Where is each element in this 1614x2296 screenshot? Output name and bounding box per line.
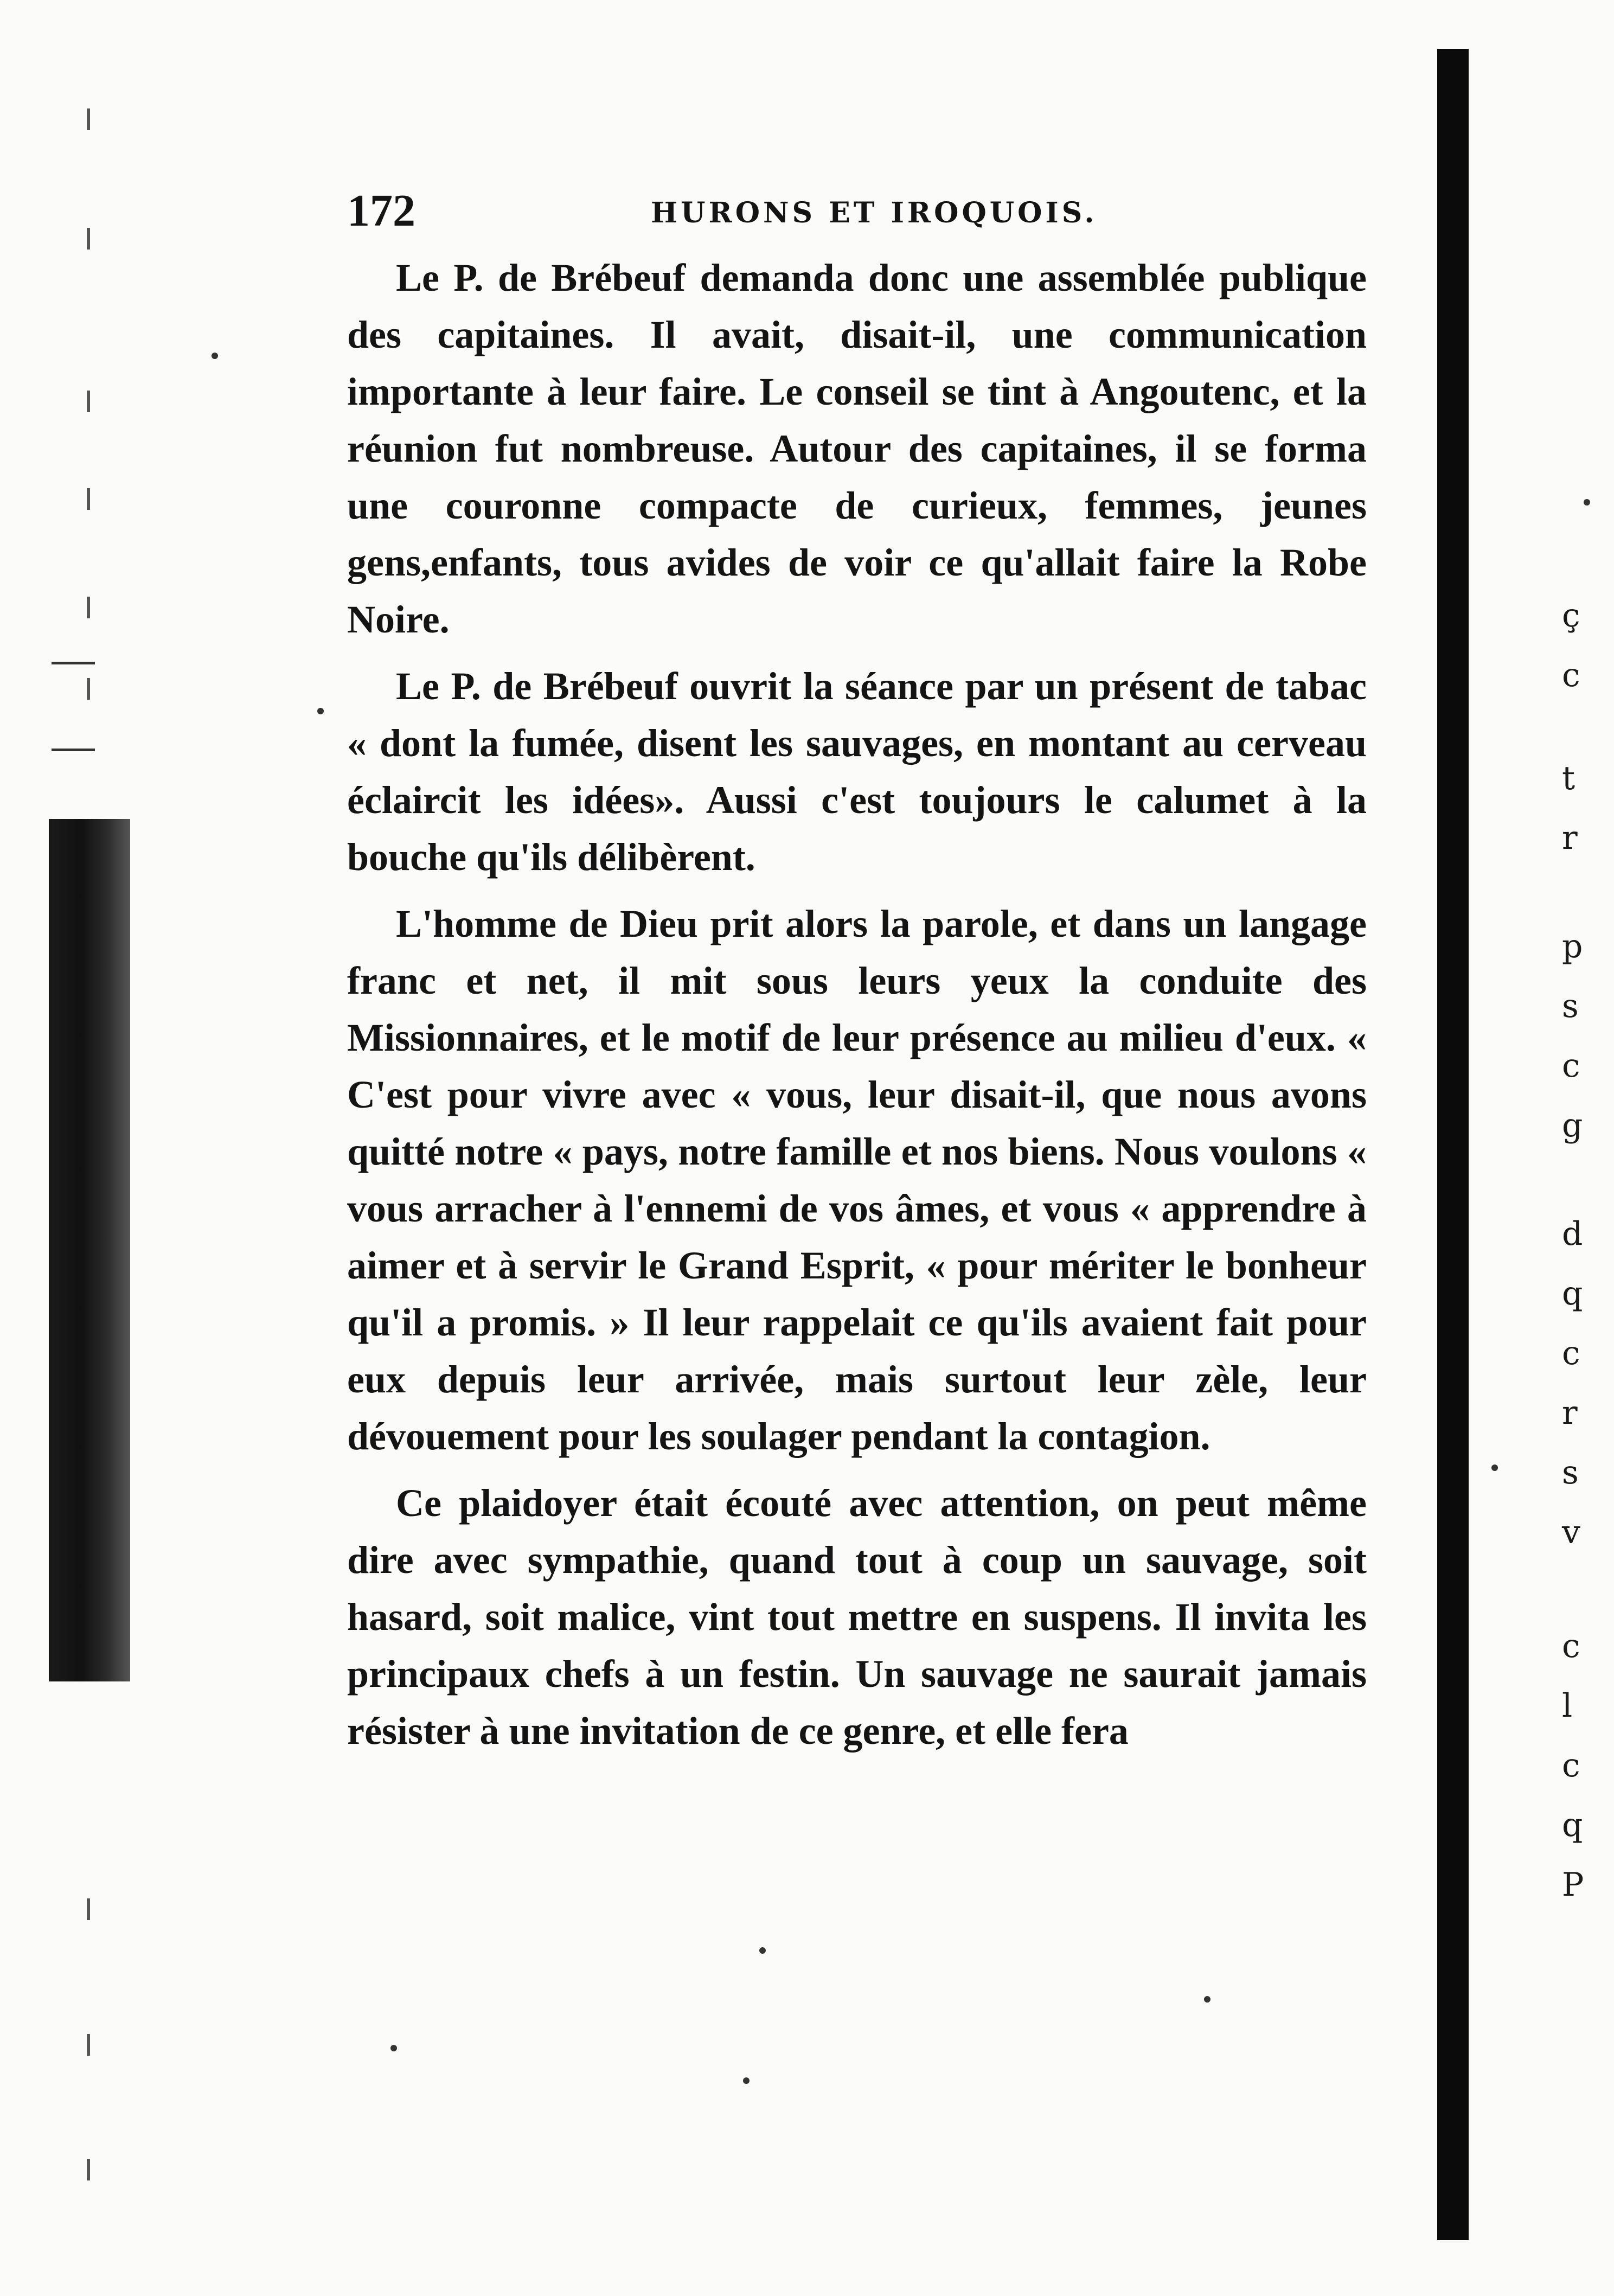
neighbor-letter: c — [1562, 1047, 1580, 1085]
paragraph: Le P. de Brébeuf demanda donc une assemblée publique des capitaines. Il avait, disait-il, une communication importante à leur faire. Le conseil se tint à Angoutenc, et la réunion fut nombreuse. Autour des capitaines, il se forma une couronne compacte de curieux, femmes, jeunes gens,enfants, tous avides de voir ce qu'allait faire la Robe Noire. — [347, 256, 1367, 641]
scan-speck — [759, 1947, 766, 1954]
scan-speck — [317, 708, 324, 714]
neighbor-letter: l — [1562, 1687, 1573, 1725]
scan-speck — [743, 2077, 750, 2084]
neighbor-letter: P — [1562, 1866, 1584, 1904]
binding-shadow — [1437, 49, 1469, 2240]
scan-edge-line — [52, 662, 95, 664]
page-number: 172 — [347, 186, 415, 236]
neighbor-letter: r — [1562, 1394, 1578, 1432]
paragraph: Ce plaidoyer était écouté avec attention, on peut même dire avec sympathie, quand tout à coup un sauvage, soit hasard, soit malice, vint tout mettre en suspens. Il invita les principaux chefs à un festin. Un sauvage ne saurait jamais résister à une invitation de ce genre, et elle fera — [347, 1481, 1367, 1753]
neighbor-letter: t — [1562, 759, 1575, 797]
scan-speck — [1584, 499, 1590, 506]
scan-speck — [1491, 1464, 1498, 1471]
page-header: HURONS ET IROQUOIS. — [651, 196, 1098, 229]
neighbor-letter: c — [1562, 1627, 1580, 1665]
body-text — [347, 250, 1367, 1769]
paragraph: Le P. de Brébeuf ouvrit la séance par un présent de tabac « dont la fumée, disent les sauvages, en montant au cerveau éclaircit les idées». Aussi c'est toujours le calumet à la bouche qu'ils délibèrent. — [347, 664, 1367, 879]
scan-speck — [1204, 1996, 1210, 2003]
neighbor-letter: s — [1562, 1454, 1579, 1492]
neighbor-letter: p — [1562, 928, 1583, 965]
neighbor-letter: ç — [1562, 597, 1580, 635]
scan-edge-marks — [87, 108, 93, 2224]
scan-speck — [390, 2045, 397, 2051]
paragraph: L'homme de Dieu prit alors la parole, et dans un langage franc et net, il mit sous leurs yeux la conduite des Missionnaires, et le motif de leur présence au milieu d'eux. « C'est pour vivre avec « vous, leur disait-il, que nous avons quitté notre « pays, notre famille et nos biens. Nous voulons « vous arracher à l'ennemi de vos âmes, et vous « apprendre à aimer et à servir le Grand Esprit, « pour mériter le bonheur qu'il a promis. » Il leur rappelait ce qu'ils avaient fait pour eux depuis leur arrivée, mais surtout leur zèle, leur dévouement pour les soulager pendant la contagion. — [347, 902, 1367, 1458]
scan-speck — [212, 353, 218, 359]
neighbor-letter: d — [1562, 1215, 1583, 1253]
neighbor-letter: c — [1562, 1334, 1580, 1372]
neighbor-letter: v — [1562, 1513, 1580, 1551]
scan-edge-line — [52, 749, 95, 751]
neighbor-letter: s — [1562, 987, 1579, 1025]
neighbor-letter: c — [1562, 1747, 1580, 1785]
neighbor-letter: q — [1562, 1806, 1583, 1844]
running-head — [347, 184, 1367, 244]
neighbor-letter: r — [1562, 819, 1578, 857]
neighbor-letter: g — [1562, 1107, 1583, 1144]
neighbor-letter: q — [1562, 1275, 1583, 1313]
neighbor-letter: c — [1562, 656, 1580, 694]
